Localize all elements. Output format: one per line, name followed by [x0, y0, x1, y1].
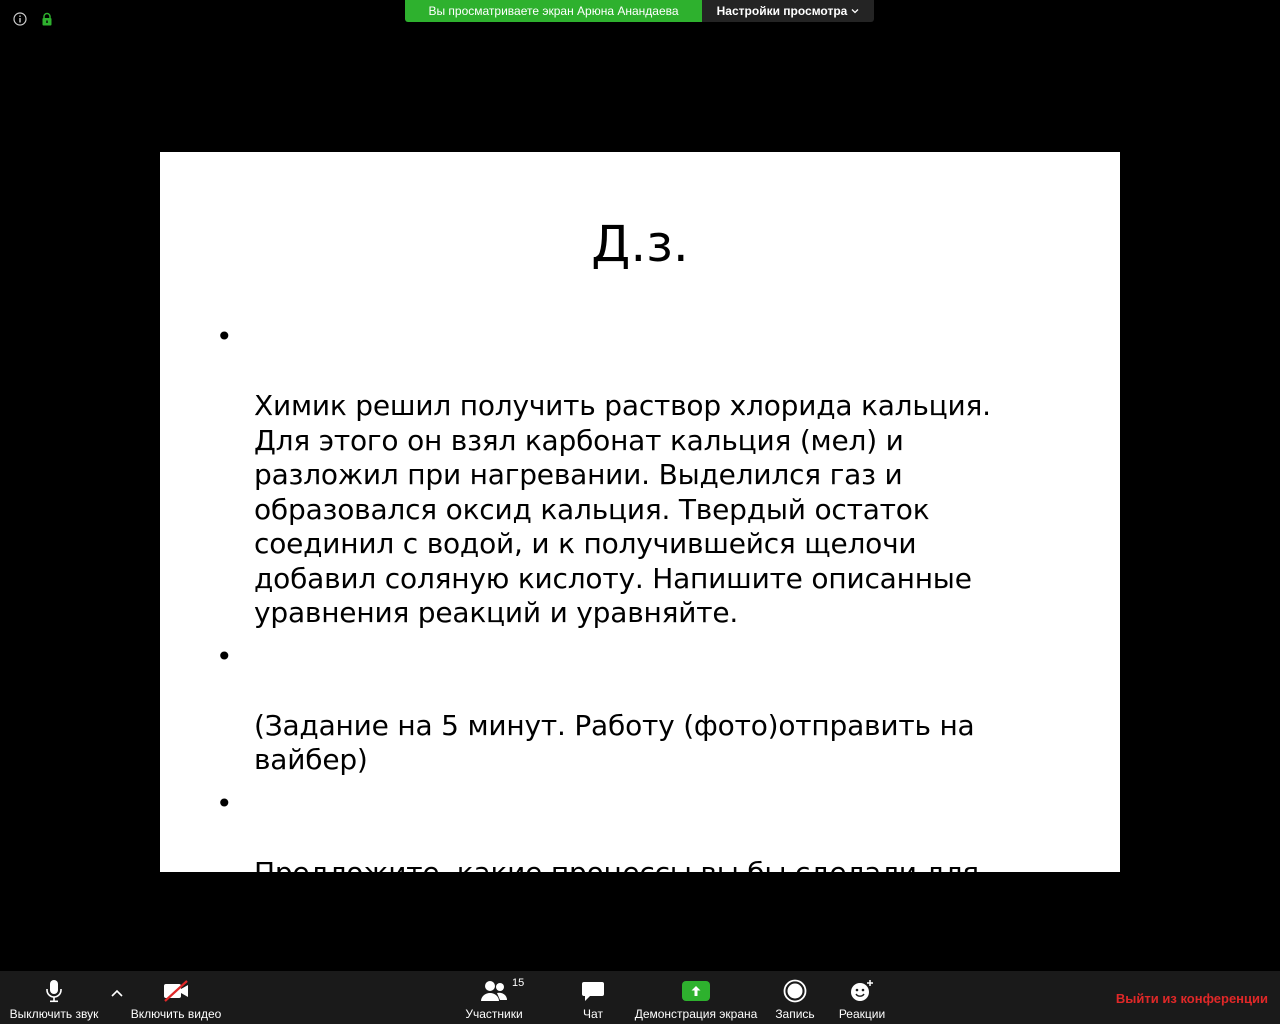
record-icon — [783, 979, 807, 1003]
share-screen-icon — [682, 981, 710, 1001]
record-label: Запись — [775, 1007, 815, 1021]
shared-slide — [160, 152, 1120, 958]
chat-icon — [581, 980, 605, 1002]
reactions-emoji-icon — [849, 979, 875, 1003]
participants-label: Участники — [465, 1007, 523, 1021]
bullet-marker: • — [216, 320, 233, 353]
list-item — [216, 640, 1066, 778]
meeting-toolbar — [0, 971, 1280, 1024]
participants-count: 15 — [512, 977, 525, 989]
info-icon[interactable] — [13, 12, 27, 26]
chevron-down-icon — [851, 7, 859, 15]
reactions-button[interactable] — [838, 971, 886, 1024]
reactions-label: Реакции — [838, 1007, 886, 1021]
meeting-status-icons — [13, 12, 54, 26]
video-label: Включить видео — [130, 1007, 222, 1021]
bullet-text: Химик решил получить раствор хлорида кальция. Для этого он взял карбонат кальция (мел) и разложил при нагревании. Выделился газ и образовался оксид кальция. Твердый остаток соединил с водой, и к получившейся щелочи добавил соляную кислоту. Напишите описанные уравнения реакций и уравняйте. — [254, 389, 991, 629]
chat-label: Чат — [583, 1007, 603, 1021]
video-off-icon — [162, 980, 190, 1002]
audio-options-caret-icon[interactable] — [108, 985, 126, 1003]
arrow-up-icon — [690, 985, 702, 997]
bullet-text: Предложите, какие процессы вы бы сделали для получения хлорида кальция, если бы у вас исходным веществом было кальций? — [254, 855, 979, 958]
encryption-lock-icon[interactable] — [40, 12, 54, 26]
share-screen-button[interactable] — [634, 971, 758, 1024]
microphone-icon — [43, 978, 65, 1004]
view-options-label: Настройки просмотра — [716, 4, 848, 18]
record-button[interactable] — [772, 971, 818, 1024]
leave-meeting-button[interactable]: Выйти из конференции — [1115, 991, 1268, 1006]
bullet-marker: • — [216, 786, 233, 820]
share-screen-label: Демонстрация экрана — [634, 1007, 758, 1021]
chat-button[interactable] — [572, 971, 614, 1024]
mute-button[interactable] — [4, 971, 104, 1024]
screen-share-banner — [405, 0, 874, 22]
viewing-screen-label: Вы просматриваете экран Арюна Анандаева — [405, 0, 702, 22]
participants-icon — [480, 980, 508, 1002]
bullet-marker: • — [216, 639, 233, 673]
list-item — [216, 320, 1066, 631]
mute-label: Выключить звук — [9, 1007, 99, 1021]
slide-bullet-list — [216, 320, 1066, 968]
list-item — [216, 787, 1066, 960]
start-video-button[interactable] — [130, 971, 222, 1024]
slide-title: Д.з. — [591, 215, 689, 273]
bullet-text: (Задание на 5 минут. Работу (фото)отправить на вайбер) — [254, 708, 975, 776]
view-options-button[interactable] — [702, 0, 874, 22]
